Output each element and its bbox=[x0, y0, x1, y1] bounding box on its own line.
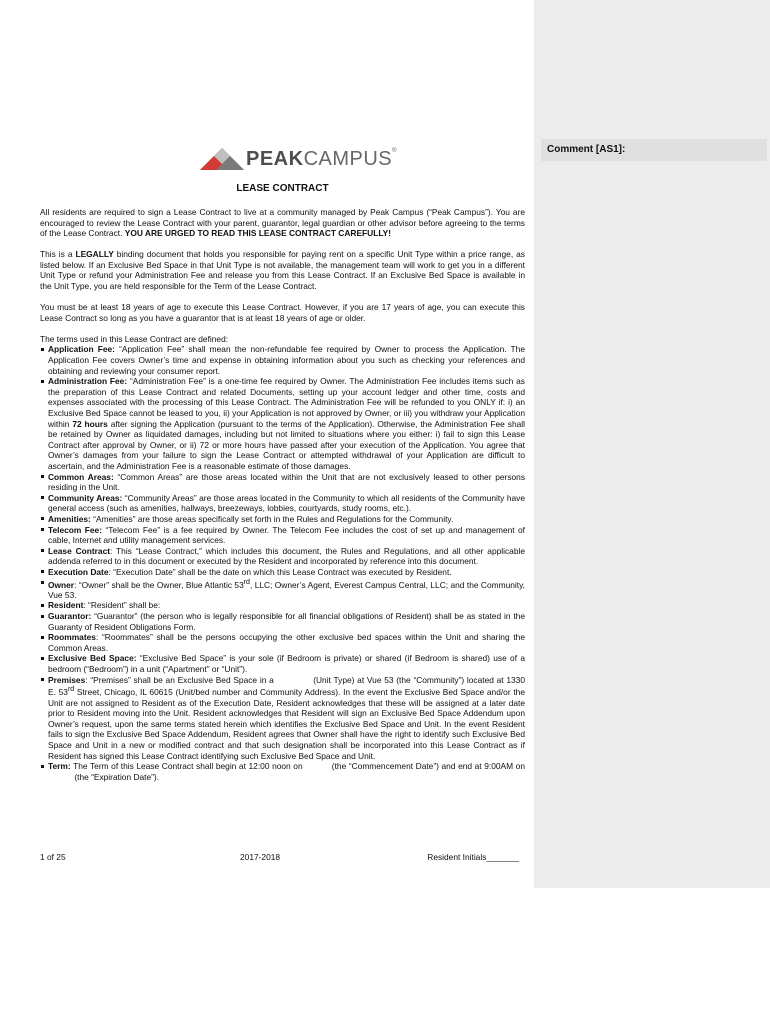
term-text: “Exclusive Bed Space” is your sole (if Bedroom is private) or shared (if Bedroom is shared) use of a bedroom (“Bedroom”) in a unit (“Apartment” or “Unit”). bbox=[48, 653, 525, 675]
list-item bbox=[40, 675, 525, 762]
term-text: (Unit Type) at Vue 53 (the “Community”) located at 1330 E. 53 bbox=[48, 674, 525, 698]
term-text: : “Owner” shall be the Owner, Blue Atlantic 53 bbox=[74, 579, 244, 590]
legal-text-post: binding document that holds you responsible for paying rent on a specific Unit Type within a price range, as listed below. If an Exclusive Bed Space in that Unit Type is not available, the management team will work to get you in a different Unit Type or refund your Administration Fee and release you from this Lease Contract. If an Exclusive Bed Space is available in the Unit Type, you are held responsible for the Term of the Lease Contract. bbox=[40, 249, 525, 292]
term-text: (the “Commencement Date”) and end at 9:00AM on bbox=[329, 761, 525, 772]
term-text: , LLC; Owner’s Agent, Everest Campus Central, LLC; and the Community, Vue 53. bbox=[48, 579, 525, 600]
document-title: LEASE CONTRACT bbox=[236, 183, 329, 194]
terms-list bbox=[40, 344, 525, 782]
document-body bbox=[40, 207, 525, 782]
term-text: The Term of this Lease Contract shall begin at 12:00 noon on bbox=[70, 761, 306, 772]
list-item bbox=[40, 514, 525, 525]
logo-wordmark bbox=[246, 148, 397, 171]
term-text: “Guarantor” (the person who is legally responsible for all financial obligations of Resident) shall be as stated in the Guaranty of Resident Obligations Form. bbox=[48, 611, 525, 632]
term-text: “Common Areas” are those areas located within the Unit that are not exclusively leased to other persons residing in the Unit. bbox=[48, 471, 526, 493]
term-label: Exclusive Bed Space: bbox=[48, 653, 137, 664]
list-item bbox=[40, 578, 525, 601]
superscript: rd bbox=[243, 578, 250, 586]
term-text: “Amenities” are those areas specifically set forth in the Rules and Regulations for the Community. bbox=[90, 513, 454, 524]
list-item bbox=[40, 567, 525, 578]
term-label: Telecom Fee: bbox=[48, 524, 103, 535]
term-text: “Telecom Fee” is a fee required by Owner. The Telecom Fee includes the cost of set up and management of cable, Internet and utility management services. bbox=[48, 524, 525, 546]
page-number: 1 of 25 bbox=[40, 852, 66, 862]
term-label: Guarantor: bbox=[48, 611, 92, 622]
term-text: : “Premises” shall be an Exclusive Bed Space in a bbox=[85, 674, 277, 685]
term-label: Execution Date bbox=[48, 566, 109, 577]
comment-label[interactable]: Comment [AS1]: bbox=[541, 139, 767, 161]
logo-trademark: ® bbox=[392, 148, 398, 154]
intro-paragraph bbox=[40, 207, 525, 239]
term-text: “Application Fee” shall mean the non-refundable fee required by Owner to process the Application. The Application Fee covers Owner’s time and expense in obtaining information about you such as checking your references and obtaining and reviewing your consumer report. bbox=[48, 344, 525, 376]
page-footer bbox=[40, 852, 525, 864]
legal-bold: LEGALLY bbox=[75, 249, 114, 260]
legal-text-pre: This is a bbox=[40, 249, 76, 260]
lease-year: 2017-2018 bbox=[240, 852, 281, 862]
term-text: : “Roommates” shall be the persons occupying the other exclusive bed spaces within the Unit and sharing the Common Areas. bbox=[48, 632, 525, 653]
term-label: Term: bbox=[48, 761, 71, 772]
term-label: Administration Fee: bbox=[48, 376, 128, 387]
intro-warning: YOU ARE URGED TO READ THIS LEASE CONTRACT CAREFULLY! bbox=[124, 228, 392, 239]
term-label: Owner bbox=[48, 579, 75, 590]
term-label: Lease Contract bbox=[48, 545, 111, 556]
list-item bbox=[40, 600, 525, 611]
terms-intro: The terms used in this Lease Contract are defined: bbox=[40, 333, 229, 344]
resident-initials: Resident Initials_______ bbox=[427, 852, 519, 862]
intro-text: All residents are required to sign a Lease Contract to live at a community managed by Peak Campus (“Peak Campus”). You are encouraged to review the Lease Contract with your parent, guarantor, legal guardian or other advisor before agreeing to the terms of the Lease Contract. bbox=[40, 207, 525, 239]
list-item bbox=[40, 632, 525, 653]
age-paragraph: You must be at least 18 years of age to execute this Lease Contract. However, if you are 17 years of age, you can execute this Lease Contract so long as you have a guarantor that is at least 18 years of age or older. bbox=[40, 302, 525, 323]
term-text: : “Resident” shall be: bbox=[83, 600, 161, 611]
list-item bbox=[40, 761, 525, 782]
term-text: Street, Chicago, IL 60615 (Unit/bed number and Community Address). In the event the Exclusive Bed Space and/or the Unit are not assigned to Resident as of the Execution Date, Resident acknowledges that these will be assigned at a later date prior to Resident moving into the Unit. Resident acknowledges that Resident will sign an Exclusive Bed Space Addendum upon Owner’s request, upon the same terms stated herein which identifies the Exclusive Bed Space and Unit. In the event Resident fails to sign the Exclusive Bed Space Addendum, Resident agrees that Owner shall have the right to identify such Exclusive Bed Space and Unit in a new or modified contract and that such designation shall be incorporated into this Lease Contract as if Resident has signed this Lease Contract identifying such Exclusive Bed Space and Unit. bbox=[48, 687, 525, 761]
list-item bbox=[40, 493, 525, 514]
term-label: Premises bbox=[48, 674, 86, 685]
list-item bbox=[40, 653, 525, 674]
term-label: Application Fee: bbox=[48, 344, 115, 355]
logo-peak: PEAK bbox=[246, 148, 304, 170]
list-item bbox=[40, 376, 525, 471]
peak-campus-logo bbox=[200, 146, 398, 172]
mountain-logo-icon bbox=[200, 146, 244, 170]
term-text: “Community Areas” are those areas located in the Community to which all residents of the Community have general access (such as amenities, hallways, breezeways, lobbies, courtyards, study rooms, etc.). bbox=[48, 492, 525, 514]
legal-paragraph bbox=[40, 249, 525, 291]
term-label: Resident bbox=[48, 600, 84, 611]
term-label: Roommates bbox=[48, 632, 96, 643]
term-label: Amenities: bbox=[48, 513, 91, 524]
term-text: : “Execution Date” shall be the date on which this Lease Contract was executed by Resident. bbox=[108, 566, 452, 577]
list-item bbox=[40, 611, 525, 632]
term-text: : This “Lease Contract,” which includes this document, the Rules and Regulations, and all other applicable addenda referred to in this document or executed by the Resident and incorporated by reference into this document. bbox=[48, 545, 526, 567]
term-text: (the “Expiration Date”). bbox=[72, 771, 160, 782]
term-label: Community Areas: bbox=[48, 492, 123, 503]
list-item bbox=[40, 472, 525, 493]
superscript: rd bbox=[67, 686, 75, 694]
list-item bbox=[40, 546, 525, 567]
comment-pane bbox=[534, 0, 770, 888]
term-text: after signing the Application (pursuant to the terms of the Application). Otherwise, the Administration Fee shall be retained by Owner as liquidated damages, including but not limited to situations where you either: i) fail to sign this Lease Contract after approval by Owner, or ii) 72 or more hours have passed after your execution of the Application. You agree that Owner’s damages from your failure to sign the Lease Contract or attempted withdrawal of your Application are difficult to ascertain, and the Administration Fee is a reasonable estimate of those damages. bbox=[48, 418, 525, 471]
logo-campus: CAMPUS bbox=[303, 148, 393, 170]
list-item bbox=[40, 525, 525, 546]
list-item bbox=[40, 344, 525, 376]
term-text: “Administration Fee” is a one-time fee required by Owner. The Administration Fee includes items such as the preparation of this Lease Contract and related Documents, setting up your account ledger and other time, costs and expenses associated with the processing of this Lease Contract. The Administration Fee will be refunded to you ONLY if: i) an Exclusive Bed Space cannot be leased to you, ii) your Application is not approved by Owner, or iii) you withdraw your Application within bbox=[48, 376, 525, 429]
term-label: Common Areas: bbox=[48, 471, 114, 482]
term-bold: 72 hours bbox=[72, 418, 108, 429]
